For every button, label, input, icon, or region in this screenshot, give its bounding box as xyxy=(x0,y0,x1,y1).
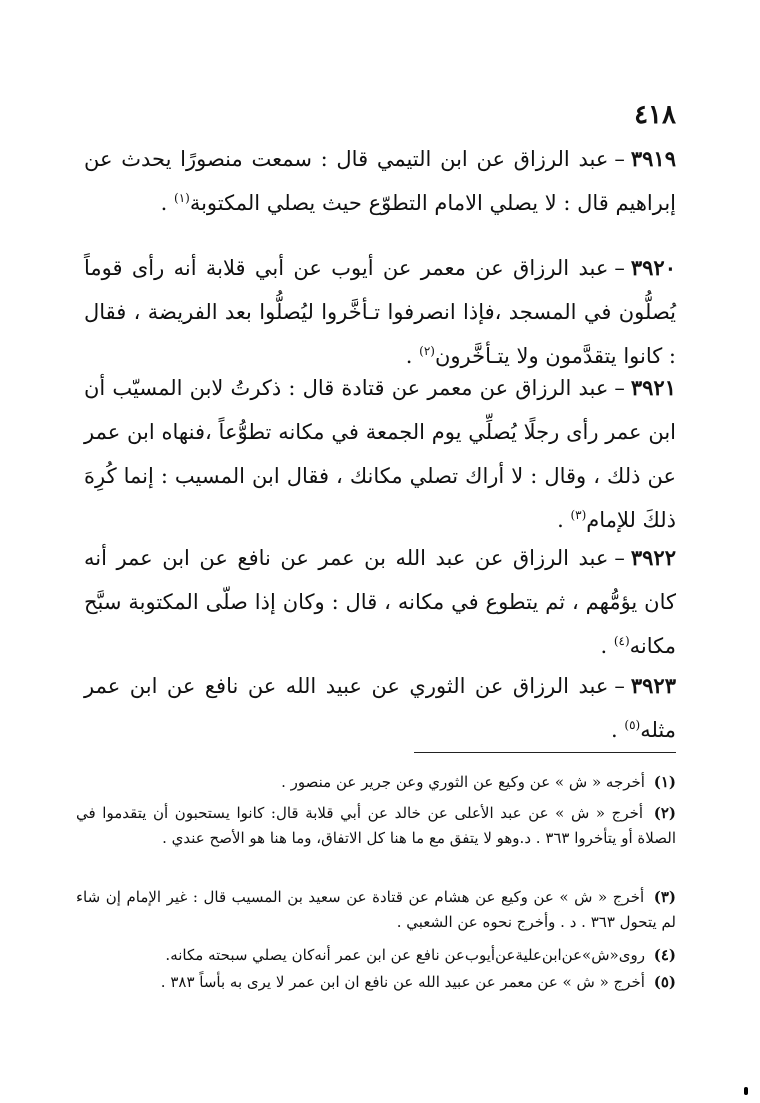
footnote-reference: (٥) xyxy=(624,718,641,732)
footnote-text: روى«ش»عن‌ابن‌علية‌عن‌أيوب‌عن نافع عن ابن عمر أنه‌كان يصلي سبحته مكانه. xyxy=(165,946,645,964)
footnote-number: (٤) xyxy=(653,946,676,964)
footnote xyxy=(76,770,676,795)
footnote xyxy=(76,970,676,995)
hadith-entry xyxy=(84,137,676,225)
page-number: ٤١٨ xyxy=(634,100,676,130)
footnote-reference: (١) xyxy=(174,191,190,205)
footnote-number: (١) xyxy=(653,773,676,791)
footnote-divider xyxy=(414,752,676,753)
hadith-number: ٣٩٢١ xyxy=(630,375,676,400)
hadith-text: عبد الرزاق عن معمر عن قتادة قال : ذكرتُ لابن المسيّب أن ابن عمر رأى رجلًا يُصلِّي يوم الجمعة في مكانه تطوُّعاً ،فنهاه ابن عمر عن ذلك ، وقال : لا أراك تصلي مكانك ، فقال ابن المسيب : إنما كُرِهَ ذلكَ للإمام xyxy=(84,376,676,532)
dash: – xyxy=(614,674,625,698)
footnote-number: (٣) xyxy=(653,888,676,906)
footnote xyxy=(76,801,676,851)
footnote-text: أخرجه « ش » عن وكيع عن الثوري وعن جرير عن منصور . xyxy=(281,773,645,791)
hadith-number: ٣٩٢٠ xyxy=(630,255,676,280)
hadith-text: عبد الرزاق عن الثوري عن عبيد الله عن نافع عن ابن عمر مثله xyxy=(84,674,676,742)
dash: – xyxy=(614,546,625,570)
footnote-reference: (٤) xyxy=(613,634,630,648)
hadith-text: عبد الرزاق عن عبد الله بن عمر عن نافع عن ابن عمر أنه كان يؤمُّهم ، ثم يتطوع في مكانه ، قال : وكان إذا صلّى المكتوبة سبَّح مكانه xyxy=(84,546,676,658)
scan-speck xyxy=(744,1087,748,1095)
hadith-entry xyxy=(84,536,676,668)
hadith-entry xyxy=(84,664,676,752)
hadith-number: ٣٩١٩ xyxy=(630,146,676,171)
footnote xyxy=(76,943,676,968)
hadith-end: . xyxy=(405,344,420,368)
footnote-text: أخرج « ش » عن عبد الأعلى عن خالد عن أبي قلابة قال: كانوا يستحبون أن يتقدموا في الصلاة أو يتأخروا ٣٦٣ . د.وهو لا يتفق مع ما هنا كل الاتفاق، وما هنا هو الأصح عندي . xyxy=(76,804,676,847)
hadith-end: . xyxy=(600,634,614,658)
dash: – xyxy=(614,147,625,171)
hadith-end: . xyxy=(160,191,174,215)
hadith-entry xyxy=(84,366,676,542)
hadith-text: عبد الرزاق عن ابن التيمي قال : سمعت منصورًا يحدث عن إبراهيم قال : لا يصلي الامام التطوّع حيث يصلي المكتوبة xyxy=(84,147,676,215)
footnote-number: (٥) xyxy=(653,973,676,991)
footnote-reference: (٣) xyxy=(570,508,587,522)
hadith-end: . xyxy=(557,508,571,532)
footnote-text: أخرج « ش » عن معمر عن عبيد الله عن نافع ان ابن عمر لا يرى به بأساً ٣٨٣ . xyxy=(160,973,645,991)
hadith-number: ٣٩٢٣ xyxy=(630,673,676,698)
footnote xyxy=(76,885,676,935)
footnote-reference: (٢) xyxy=(419,344,435,358)
hadith-end: . xyxy=(611,718,625,742)
hadith-entry xyxy=(84,246,676,378)
hadith-text: عبد الرزاق عن معمر عن أيوب عن أبي قلابة أنه رأى قوماً يُصلُّون في المسجد ،فإذا انصرفوا تـأخَّروا ليُصلُّوا بعد الفريضة ، فقال : كانوا يتقدَّمون ولا يتـأخَّرون xyxy=(84,256,676,368)
footnote-text: أخرج « ش » عن وكيع عن هشام عن قتادة عن سعيد بن المسيب قال : غير الإمام إن شاء لم يتحول ٣٦٣ . د . وأخرج نحوه عن الشعبي . xyxy=(76,888,676,931)
hadith-number: ٣٩٢٢ xyxy=(630,545,676,570)
footnote-number: (٢) xyxy=(653,804,676,822)
dash: – xyxy=(614,376,625,400)
dash: – xyxy=(614,256,625,280)
